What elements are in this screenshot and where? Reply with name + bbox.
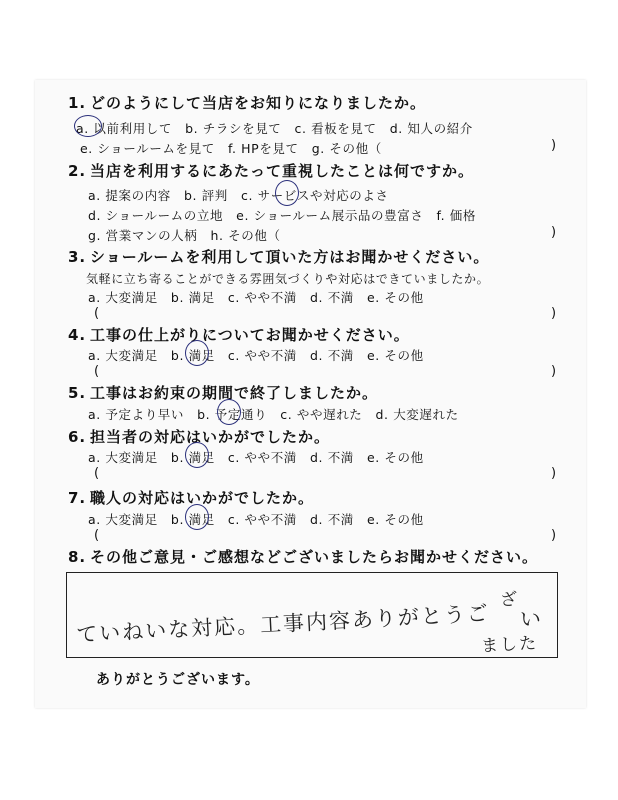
q7-options: a. 大変満足 b. 満足 c. やや不満 d. 不満 e. その他 — [88, 512, 424, 527]
question-7 — [68, 487, 314, 508]
q5-options: a. 予定より早い b. 予定通り c. やや遅れた d. 大変遅れた — [88, 407, 459, 422]
q6-options: a. 大変満足 b. 満足 c. やや不満 d. 不満 e. その他 — [88, 450, 424, 465]
question-title: その他ご意見・ご感想などございましたらお聞かせください。 — [90, 548, 539, 566]
q1-options-line1: a. 以前利用して b. チラシを見て c. 看板を見て d. 知人の紹介 — [76, 121, 473, 136]
handwritten-comment: ていねいな対応。工事内容ありがとうご — [75, 601, 491, 647]
q2-options-line1: a. 提案の内容 b. 評判 c. サービスや対応のよさ — [88, 188, 389, 203]
handwritten-comment-line2: ました — [480, 633, 539, 657]
q4-paren-close: ) — [551, 364, 557, 379]
question-number: 6. — [68, 428, 87, 446]
q3-paren-open: ( — [94, 306, 100, 321]
q4-paren-open: ( — [94, 364, 100, 379]
closing-message: ありがとうございます。 — [96, 672, 260, 688]
question-title: 工事はお約束の期間で終了しましたか。 — [90, 384, 379, 402]
question-title: 工事の仕上がりについてお聞かせください。 — [90, 326, 410, 344]
question-4 — [68, 324, 410, 345]
question-number: 2. — [68, 162, 87, 180]
q6-paren-close: ) — [551, 466, 557, 481]
question-title: 職人の対応はいかがでしたか。 — [90, 489, 315, 507]
q3-paren-close: ) — [551, 306, 557, 321]
q3-options: a. 大変満足 b. 満足 c. やや不満 d. 不満 e. その他 — [88, 290, 424, 305]
q1-options-line2: e. ショールームを見て f. HPを見て g. その他（ — [80, 141, 382, 156]
question-title: ショールームを利用して頂いた方はお聞かせください。 — [90, 248, 490, 266]
question-number: 7. — [68, 489, 87, 507]
question-1 — [68, 92, 426, 113]
question-title: 担当者の対応はいかがでしたか。 — [90, 428, 331, 446]
q4-options: a. 大変満足 b. 満足 c. やや不満 d. 不満 e. その他 — [88, 348, 424, 363]
question-number: 1. — [68, 94, 87, 112]
question-8 — [68, 546, 538, 567]
q2-paren-close: ) — [551, 225, 557, 240]
question-title: どのようにして当店をお知りになりましたか。 — [90, 94, 427, 112]
question-number: 4. — [68, 326, 87, 344]
question-3 — [68, 246, 489, 267]
handwritten-correction: ざ — [499, 589, 520, 611]
question-number: 5. — [68, 384, 87, 402]
q1-paren-close: ) — [551, 138, 557, 153]
handwritten-tail: い — [519, 606, 544, 632]
q2-options-line2: d. ショールームの立地 e. ショールーム展示品の豊富さ f. 価格 — [88, 208, 476, 223]
question-2 — [68, 160, 474, 181]
question-6 — [68, 426, 330, 447]
question-number: 3. — [68, 248, 87, 266]
q6-paren-open: ( — [94, 466, 100, 481]
question-5 — [68, 382, 378, 403]
question-title: 当店を利用するにあたって重視したことは何ですか。 — [90, 162, 475, 180]
q7-paren-close: ) — [551, 528, 557, 543]
q2-options-line3: g. 営業マンの人柄 h. その他（ — [88, 228, 281, 243]
q3-subtext: 気軽に立ち寄ることができる雰囲気づくりや対応はできていましたか。 — [86, 272, 490, 286]
question-number: 8. — [68, 548, 87, 566]
q7-paren-open: ( — [94, 528, 100, 543]
